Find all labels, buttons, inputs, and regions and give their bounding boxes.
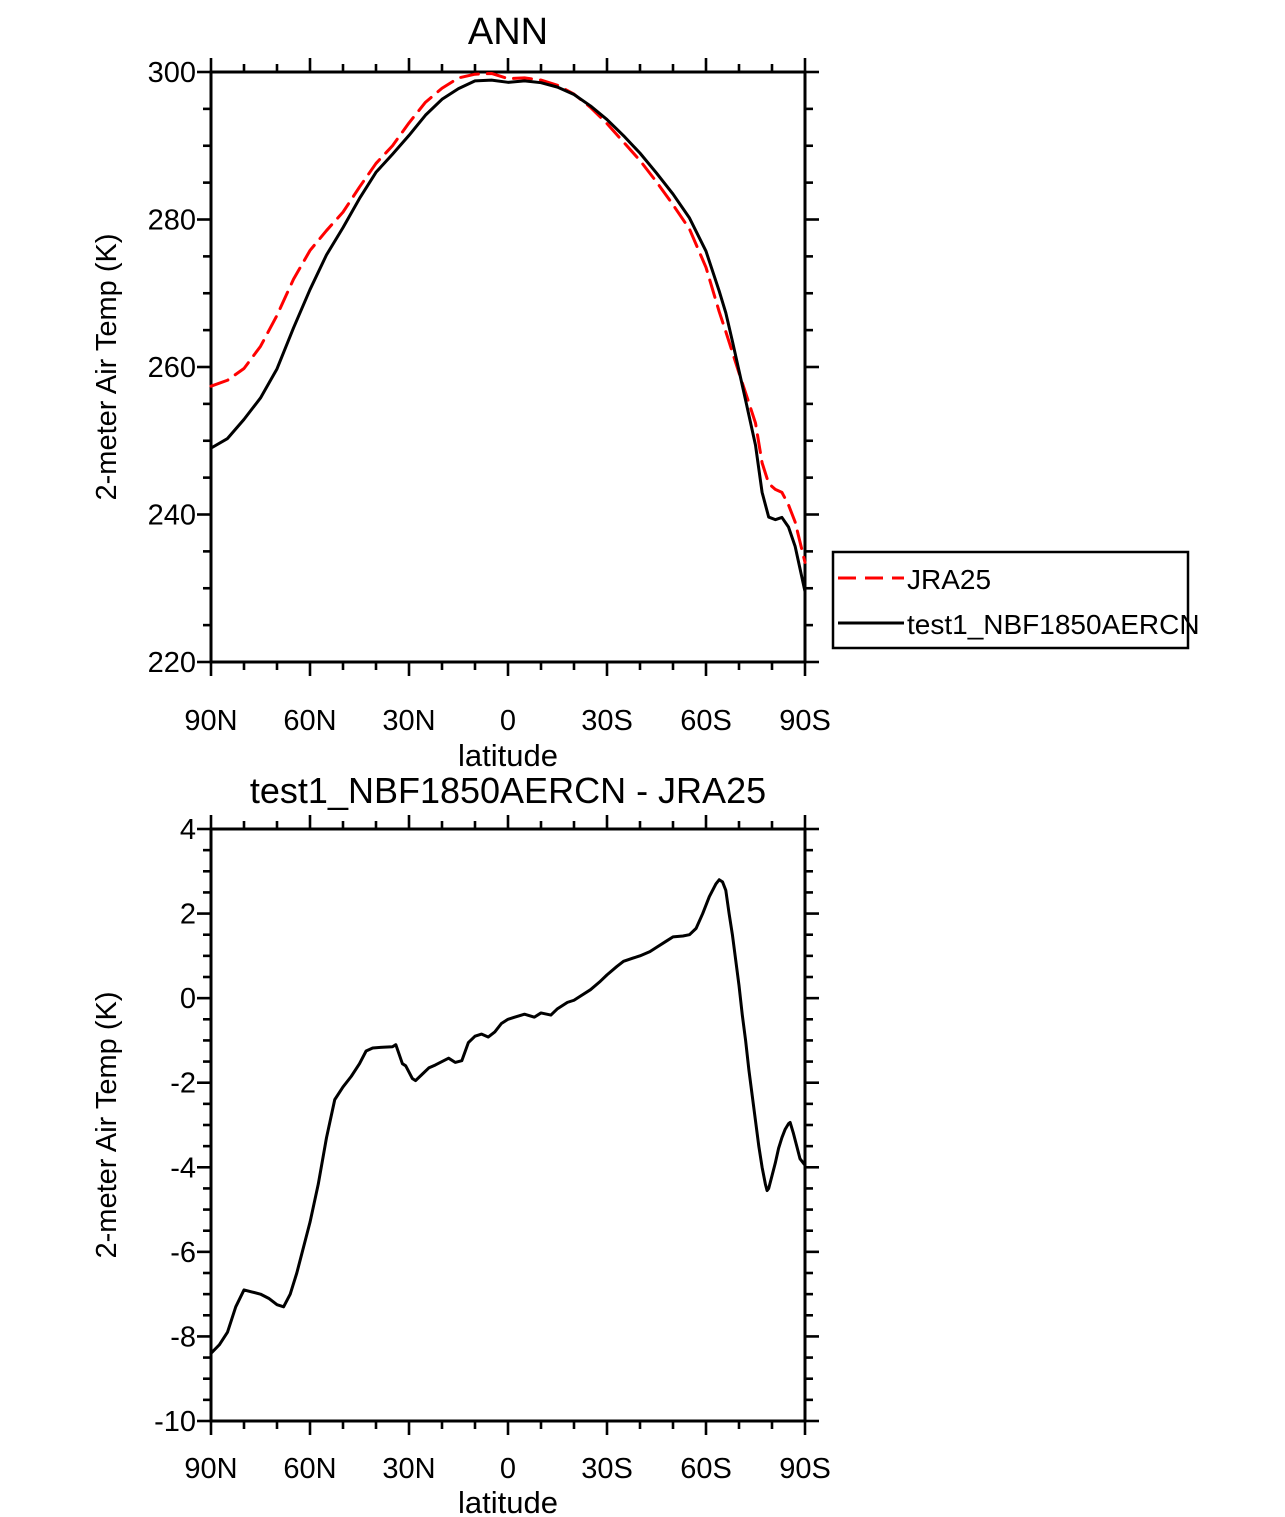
y-tick-label: 2 (179, 898, 196, 931)
y-tick-label: -10 (154, 1406, 196, 1438)
x-tick-label: 60N (283, 705, 337, 737)
series-test1-nbf1850aercn (211, 80, 805, 591)
x-tick-label: 30N (382, 705, 436, 737)
x-tick-label: 60S (680, 705, 732, 737)
x-tick-label: 30S (581, 1453, 633, 1485)
legend-label-jra25: JRA25 (907, 564, 992, 595)
x-tick-label: 60S (680, 1453, 732, 1485)
plot2-xaxis-label: latitude (458, 1485, 558, 1517)
plot2-yaxis-label: 2-meter Air Temp (K) (91, 991, 123, 1259)
y-tick-label: 0 (179, 983, 196, 1016)
legend-label-test1: test1_NBF1850AERCN (907, 609, 1200, 640)
x-tick-label: 30N (382, 1453, 436, 1485)
series-jra25 (211, 73, 805, 562)
x-tick-label: 0 (499, 1453, 517, 1485)
plot-frame (211, 829, 805, 1421)
y-tick-label: 260 (147, 352, 196, 384)
plot1-title: ANN (467, 11, 549, 53)
y-tick-label: 4 (179, 814, 196, 846)
series-test1-nbf1850aercn-jra25 (211, 880, 805, 1354)
x-tick-label: 30S (581, 705, 633, 737)
x-tick-label: 60N (283, 1453, 337, 1485)
plot1-yaxis-label: 2-meter Air Temp (K) (91, 233, 123, 501)
x-tick-label: 90S (779, 1453, 831, 1485)
y-tick-label: 240 (147, 499, 196, 532)
y-tick-label: -2 (170, 1067, 196, 1100)
x-tick-label: 90N (184, 705, 238, 737)
x-tick-label: 0 (499, 705, 517, 737)
y-tick-label: -8 (170, 1321, 196, 1354)
plot2-title: test1_NBF1850AERCN - JRA25 (249, 770, 767, 811)
y-tick-label: 220 (147, 647, 196, 679)
x-tick-label: 90N (184, 1453, 238, 1485)
y-tick-label: -4 (170, 1152, 196, 1185)
y-tick-label: 280 (147, 204, 196, 237)
y-tick-label: -6 (170, 1236, 196, 1269)
x-tick-label: 90S (779, 705, 831, 737)
y-tick-label: 300 (147, 57, 196, 89)
plot-frame (211, 72, 805, 662)
plot1-xaxis-label: latitude (458, 738, 558, 773)
